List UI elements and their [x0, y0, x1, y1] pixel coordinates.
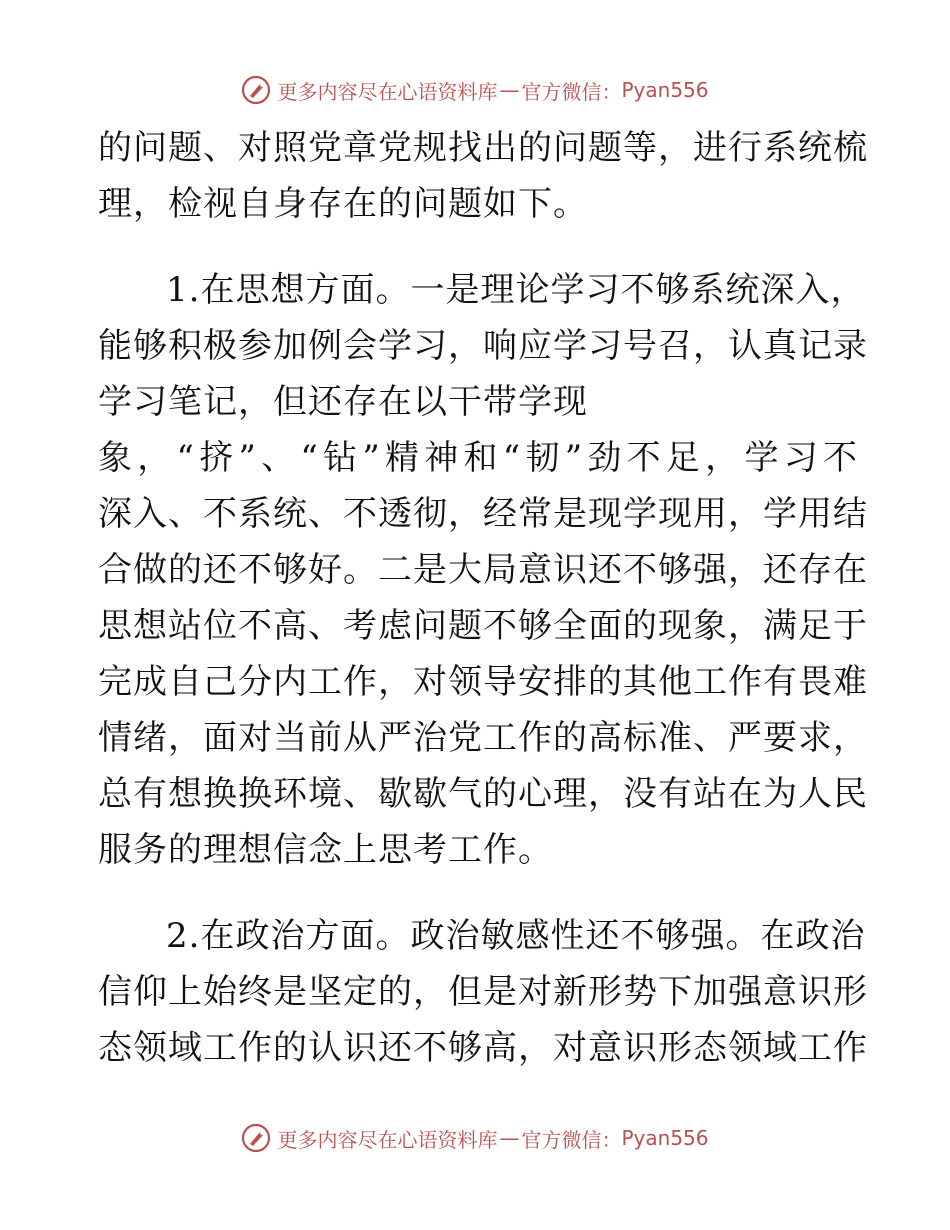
watermark-wechat-label: 官方微信：: [521, 79, 622, 104]
body-line: 态领域工作的认识还不够高，对意识形态领域工作: [98, 1028, 868, 1068]
watermark-text: 更多内容尽在心语资料库: [277, 1127, 498, 1152]
body-line: 总有想换换环境、歇歇气的心理，没有站在为人民: [98, 774, 868, 814]
body-line: 服务的理想信念上思考工作。: [98, 830, 553, 870]
body-line: 的问题、对照党章党规找出的问题等，进行系统梳: [98, 128, 868, 168]
header-watermark: [0, 70, 950, 110]
body-line: 完成自己分内工作，对领导安排的其他工作有畏难: [98, 662, 868, 702]
paragraph-gap: [98, 878, 858, 908]
watermark-separator: —: [499, 1126, 520, 1150]
watermark-wechat-label: 官方微信：: [521, 1127, 622, 1152]
body-line: 1.在思想方面。一是理论学习不够系统深入，: [166, 270, 866, 310]
body-line: 能够积极参加例会学习，响应学习号召，认真记录: [98, 326, 868, 366]
body-line: 合做的还不够好。二是大局意识还不够强，还存在: [98, 550, 868, 590]
watermark-text: 更多内容尽在心语资料库: [277, 79, 498, 104]
document-body: [98, 120, 868, 1076]
body-line: 情绪，面对当前从严治党工作的高标准、严要求，: [98, 718, 868, 758]
body-line: 深入、不系统、不透彻，经常是现学现用，学用结: [98, 494, 868, 534]
pen-nib-logo-icon: [241, 75, 271, 105]
watermark-wechat-id: Pyan556: [621, 78, 709, 102]
body-line: 信仰上始终是坚定的，但是对新形势下加强意识形: [98, 972, 868, 1012]
body-line: 象，“挤”、“钻”精神和“韧”劲不足，学习不: [98, 438, 858, 478]
watermark-wechat-id: Pyan556: [621, 1126, 709, 1150]
body-line: 2.在政治方面。政治敏感性还不够强。在政治: [166, 916, 866, 956]
paragraph-gap: [98, 232, 858, 262]
body-line: 思想站位不高、考虑问题不够全面的现象，满足于: [98, 606, 868, 646]
footer-watermark: [0, 1118, 950, 1158]
pen-nib-logo-icon: [241, 1123, 271, 1153]
body-line: 学习笔记，但还存在以干带学现: [98, 382, 588, 422]
body-line: 理，检视自身存在的问题如下。: [98, 184, 588, 224]
watermark-separator: —: [499, 78, 520, 102]
